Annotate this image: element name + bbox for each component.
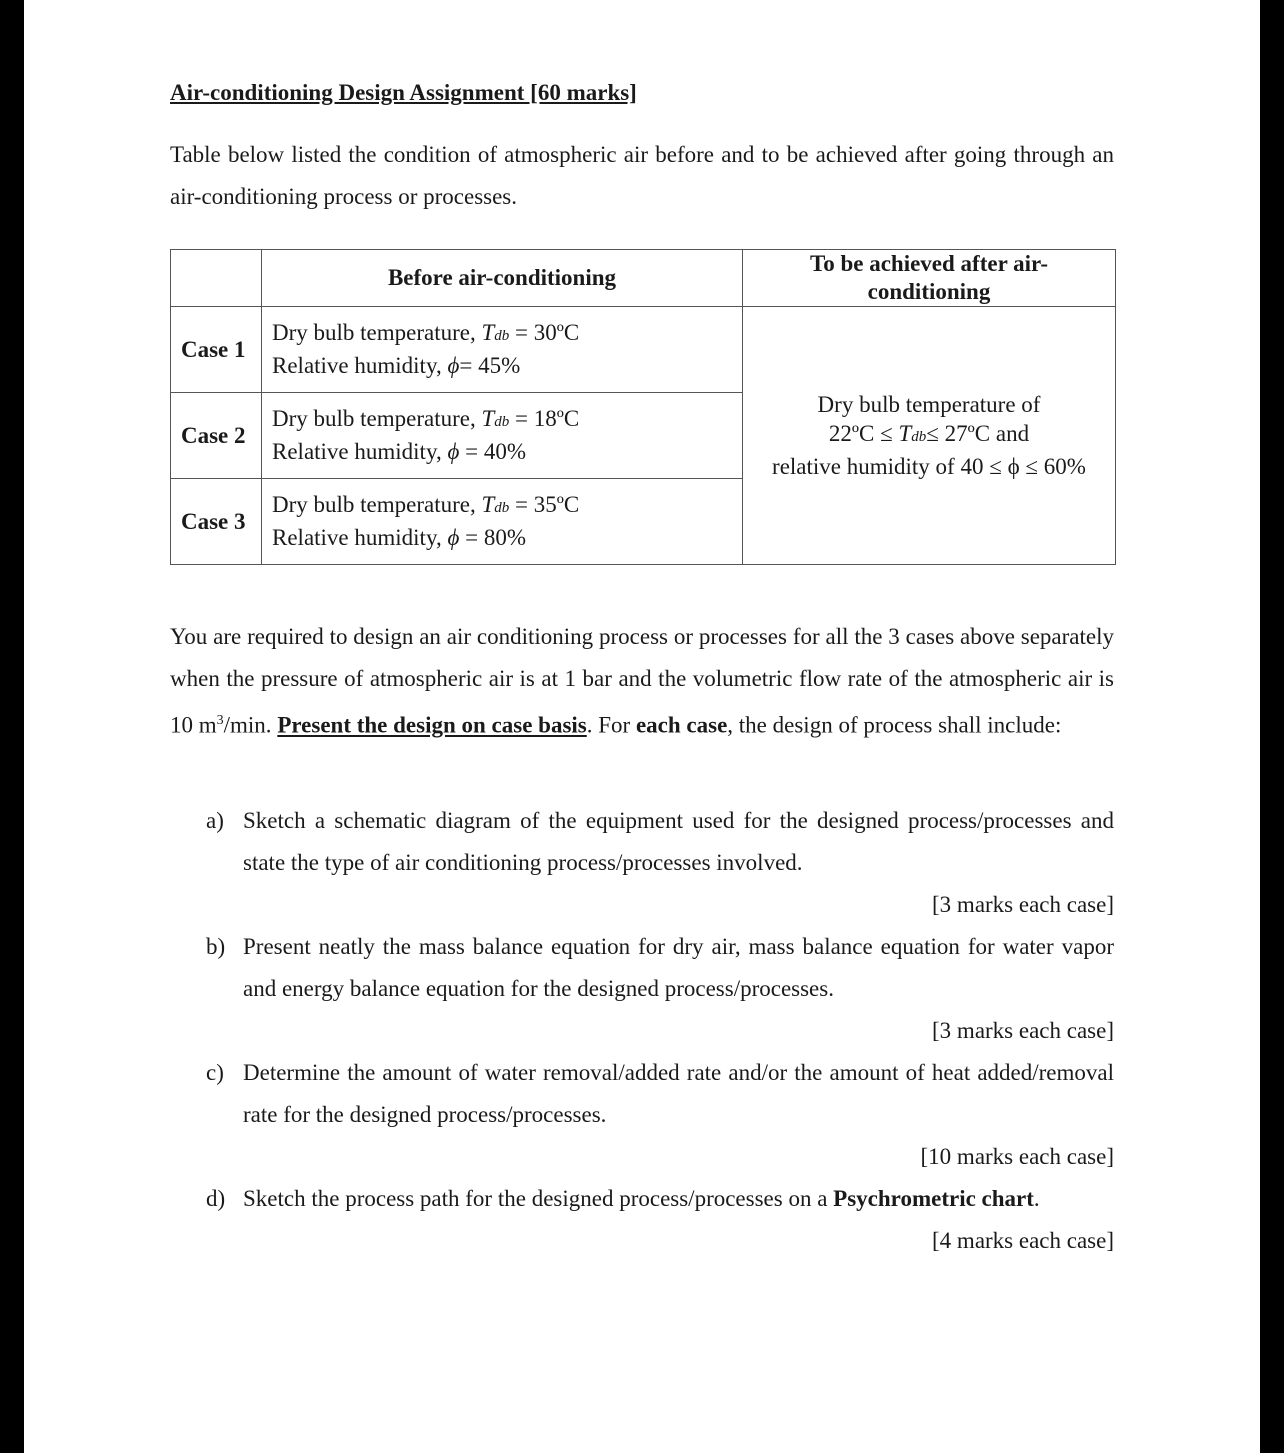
symbol-phi: ϕ	[447, 439, 460, 464]
symbol-phi: ϕ	[447, 353, 460, 378]
symbol-db: db	[494, 500, 510, 516]
present-design-emphasis: Present the design on case basis	[277, 712, 587, 738]
list-item	[206, 800, 1114, 884]
rh-label: Relative humidity,	[272, 439, 448, 464]
dbt-label: Dry bulb temperature,	[272, 492, 482, 517]
item-marks: [4 marks each case]	[932, 1228, 1114, 1253]
intro-paragraph: Table below listed the condition of atmospheric air before and to be achieved after going through an air-conditioning process or processes.	[170, 142, 1114, 209]
table-row	[171, 307, 1116, 393]
case-conditions	[262, 307, 743, 393]
case-conditions	[262, 479, 743, 565]
symbol-t: T	[481, 406, 495, 431]
symbol-db: db	[494, 328, 510, 344]
target-line-1: Dry bulb temperature of	[817, 392, 1041, 417]
header-before: Before air-conditioning	[262, 250, 743, 307]
document-page	[24, 0, 1260, 1453]
case-label: Case 3	[171, 479, 262, 565]
list-item	[206, 1178, 1114, 1220]
each-case-emphasis: each case	[635, 712, 728, 738]
dbt-label: Dry bulb temperature,	[272, 406, 482, 431]
item-text: Determine the amount of water removal/added rate and/or the amount of heat added/removal rate for the designed process/processes.	[243, 1060, 1114, 1127]
item-label: d)	[206, 1186, 226, 1211]
symbol-t: T	[481, 320, 495, 345]
target-line-2: 22ºC ≤ Tdb≤ 27ºC and	[828, 421, 1030, 446]
dbt-value: = 35ºC	[515, 492, 580, 517]
table-header-row	[171, 250, 1116, 307]
item-marks: [3 marks each case]	[932, 892, 1114, 917]
dbt-label: Dry bulb temperature,	[272, 320, 482, 345]
symbol-phi: ϕ	[447, 525, 460, 550]
conditions-table	[170, 249, 1116, 565]
header-after: To be achieved after air-conditioning	[743, 250, 1116, 307]
symbol-db: db	[494, 414, 510, 430]
rh-label: Relative humidity,	[272, 353, 448, 378]
psychrometric-chart-emphasis: Psychrometric chart	[833, 1186, 1034, 1211]
case-label: Case 1	[171, 307, 262, 393]
item-text: Sketch a schematic diagram of the equipment used for the designed process/processes and state the type of air conditioning process/processes involved.	[243, 808, 1114, 875]
item-label: a)	[206, 808, 224, 833]
requirements-paragraph: You are required to design an air conditioning process or processes for all the 3 cases above separately when the pressure of atmospheric air is at 1 bar and the volumetric flow rate of the atmospheric air is 10 $m^3/\min$. Present the design on case basis. For each case, the design of process shall include:	[170, 624, 1114, 738]
item-text: Sketch the process path for the designed process/processes on a Psychrometric chart.	[243, 1186, 1040, 1211]
case-conditions	[262, 393, 743, 479]
target-conditions	[743, 307, 1116, 565]
dbt-value: = 30ºC	[515, 320, 580, 345]
header-empty-cell	[171, 250, 262, 307]
rh-label: Relative humidity,	[272, 525, 448, 550]
task-list	[206, 800, 1114, 1262]
rh-value: = 40%	[459, 439, 527, 464]
assignment-title: Air-conditioning Design Assignment [60 marks]	[170, 80, 637, 105]
dbt-value: = 18ºC	[515, 406, 580, 431]
item-text: Present neatly the mass balance equation for dry air, mass balance equation for water vapor and energy balance equation for the designed process/processes.	[243, 934, 1114, 1001]
case-label: Case 2	[171, 393, 262, 479]
item-marks: [3 marks each case]	[932, 1018, 1114, 1043]
symbol-t: T	[481, 492, 495, 517]
rh-value: = 80%	[459, 525, 527, 550]
item-label: b)	[206, 934, 226, 959]
list-item	[206, 1052, 1114, 1136]
item-label: c)	[206, 1060, 224, 1085]
list-item	[206, 926, 1114, 1010]
target-line-3: relative humidity of 40 ≤ ϕ ≤ 60%	[772, 454, 1086, 479]
rh-value: = 45%	[459, 353, 521, 378]
item-marks: [10 marks each case]	[920, 1144, 1114, 1169]
